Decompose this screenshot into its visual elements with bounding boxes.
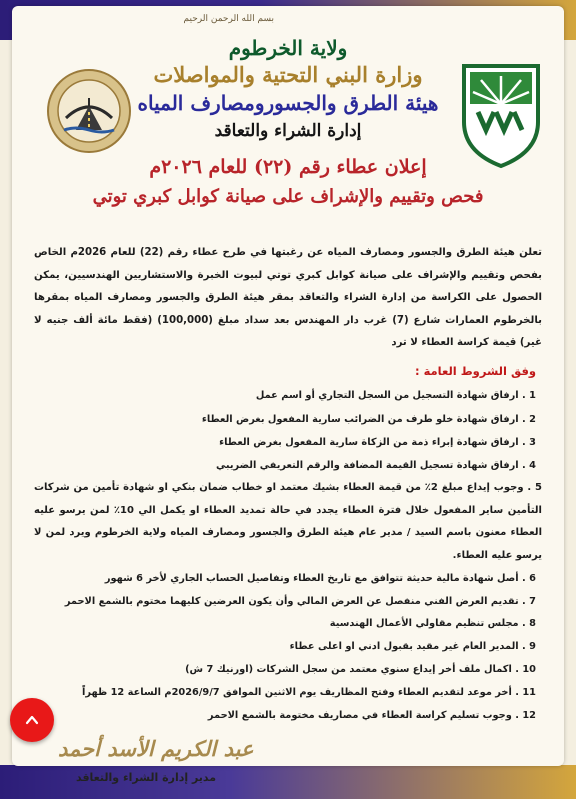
condition-item: 10 . اكمال ملف أخر إيداع سنوي معتمد من سجل الشركات (اورنيك 7 ش)	[185, 664, 536, 675]
khartoum-state-emblem-icon	[456, 60, 546, 170]
authority-name: هيئة الطرق والجسورومصارف المياه	[137, 91, 439, 115]
roads-bridges-drainage-emblem-icon	[46, 68, 132, 154]
condition-item: 3 . ارفاق شهادة إبراء ذمة من الزكاة سارية المفعول بغرض العطاء	[219, 437, 536, 448]
signatory-name: عبد الكريم الأسد أحمد	[58, 736, 254, 761]
tender-subject: فحص وتقييم والإشراف على صيانة كوابل كبري توتي	[92, 186, 484, 207]
condition-item: 7 . تقديم العرض الفني منفصل عن العرض المالي وأن يكون العرضين كليهما مختوم بالشمع الاحمر	[64, 596, 536, 607]
conditions-title: وفق الشروط العامة :	[414, 364, 536, 378]
scroll-top-button[interactable]	[10, 698, 54, 742]
department-name: إدارة الشراء والتعاقد	[214, 121, 362, 141]
condition-item: 5 . وجوب إيداع مبلغ 2٪ من قيمة العطاء بشيك معتمد او خطاب ضمان بنكي او شهادة تأمين من شركات التأمين ساير المفعول خلال فترة العطاء يجدد في حالة تمديد العطاء او يكمل الي 10٪ لمن يرسو عليه العطاء معنون باسم السيد / مدير عام هيئة الطرق والجسور ومصارف المياه ولاية الخرطوم ويرد لمن لا يرسو عليه العطاء.	[34, 482, 542, 561]
condition-item: 11 . أخر موعد لتقديم العطاء وفتح المظاريف يوم الاثنين الموافق 2026/9/7م الساعة 12 ظهراً	[82, 687, 536, 698]
condition-item: 8 . مجلس تنظيم مقاولي الأعمال الهندسية	[329, 618, 536, 629]
state-name: ولاية الخرطوم	[228, 36, 348, 60]
announcement-document	[12, 6, 564, 784]
condition-item: 9 . المدير العام غير مقيد بقبول ادني او اعلى عطاء	[289, 641, 536, 652]
tender-title: إعلان عطاء رقم (٢٢) للعام ٢٠٢٦م	[149, 156, 427, 178]
condition-item: 12 . وجوب تسليم كراسة العطاء في مصاريف مختومة بالشمع الاحمر	[207, 710, 536, 721]
ministry-name: وزارة البني التحتية والمواصلات	[153, 62, 423, 87]
chevron-up-icon	[24, 712, 40, 728]
condition-item: 4 . ارفاق شهادة تسجيل القيمة المضافة والرقم التعريفي الضريبي	[215, 460, 536, 471]
condition-item: 2 . ارفاق شهادة خلو طرف من الضرائب سارية المفعول بغرض العطاء	[201, 414, 536, 425]
intro-paragraph: تعلن هيئة الطرق والجسور ومصارف المياه عن رغبتها في طرح عطاء رقم (22) للعام 2026م الخاص بفحص وتقييم والإشراف على صيانة كوابل كبري توتي لبيوت الخبرة والاستشاريين الهندسيين، يمكن الحصول على الكراسة من إدارة الشراء والتعاقد بمقر هيئة الطرق والجسور ومصارف المياه بمقرها بالخرطوم العمارات شارع (7) غرب دار المهندس بعد سداد مبلغ (100,000) (فقط مائة ألف جنيه لا غير) قيمة كراسة العطاء لا ترد	[34, 247, 543, 348]
basmala: بسم الله الرحمن الرحيم	[183, 14, 274, 24]
condition-item: 6 . أصل شهادة مالية حديثة تتوافق مع تاريخ العطاء وتفاصيل الحساب الجاري لأخر 6 شهور	[104, 573, 536, 584]
condition-item: 1 . ارفاق شهادة التسجيل من السجل التجاري أو اسم عمل	[255, 390, 536, 401]
signatory-title: مدير إدارة الشراء والتعاقد	[76, 771, 217, 784]
